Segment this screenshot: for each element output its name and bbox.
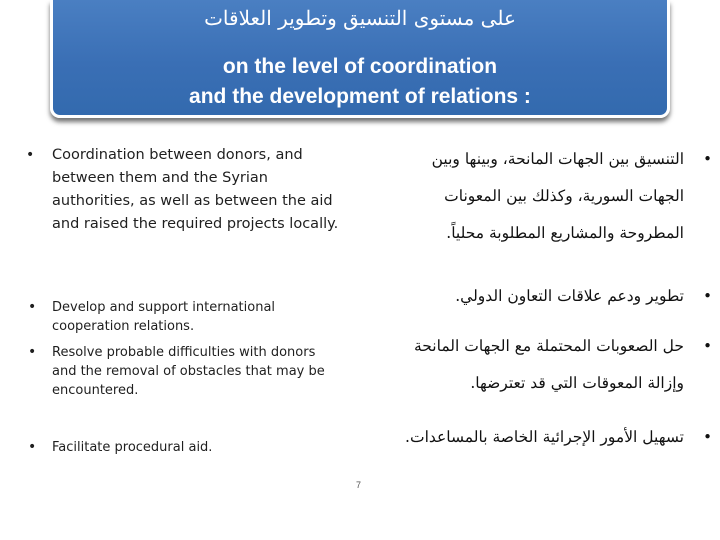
english-item-text: Coordination between donors, and between them and the Syrian authorities, as well as between the aid and raised the required projects locally. [52,147,339,232]
title-english [53,52,667,112]
title-arabic: على مستوى التنسيق وتطوير العلاقات [204,6,516,30]
title-english-line1: on the level of coordination [222,55,498,78]
arabic-line: المطروحة والمشاريع المطلوبة محلياً. [446,224,684,242]
arabic-line: وإزالة المعوقات التي قد تعترضها. [470,374,684,392]
title-english-line2: and the development of relations : [189,85,531,108]
arabic-line: حل الصعوبات المحتملة مع الجهات المانحة [413,337,684,355]
arabic-line: تطوير ودعم علاقات التعاون الدولي. [455,287,684,305]
bullet-icon: • [28,439,37,455]
english-item-text: Resolve probable difficulties with donors and the removal of obstacles that may be encountered. [52,345,325,398]
arabic-line: تسهيل الأمور الإجرائية الخاصة بالمساعدات. [405,428,684,446]
arabic-line: الجهات السورية، وكذلك بين المعونات [444,187,684,205]
arabic-item-text [360,287,684,324]
bullet-icon: • [703,337,712,355]
bullet-icon: • [28,344,37,360]
page-number: 7 [356,480,362,490]
english-item-text: Facilitate procedural aid. [52,440,213,455]
bullet-icon: • [26,147,35,163]
bullet-icon: • [703,428,712,446]
bullet-icon: • [703,287,712,305]
title-banner [50,0,670,118]
bullet-icon: • [28,299,37,315]
arabic-item-text [360,428,684,465]
arabic-line: التنسيق بين الجهات المانحة، وبينها وبين [431,150,684,168]
bullet-icon: • [703,150,712,168]
arabic-item-text [360,150,684,261]
arabic-item-text [360,337,684,411]
english-item-text: Develop and support international cooperation relations. [52,300,276,334]
